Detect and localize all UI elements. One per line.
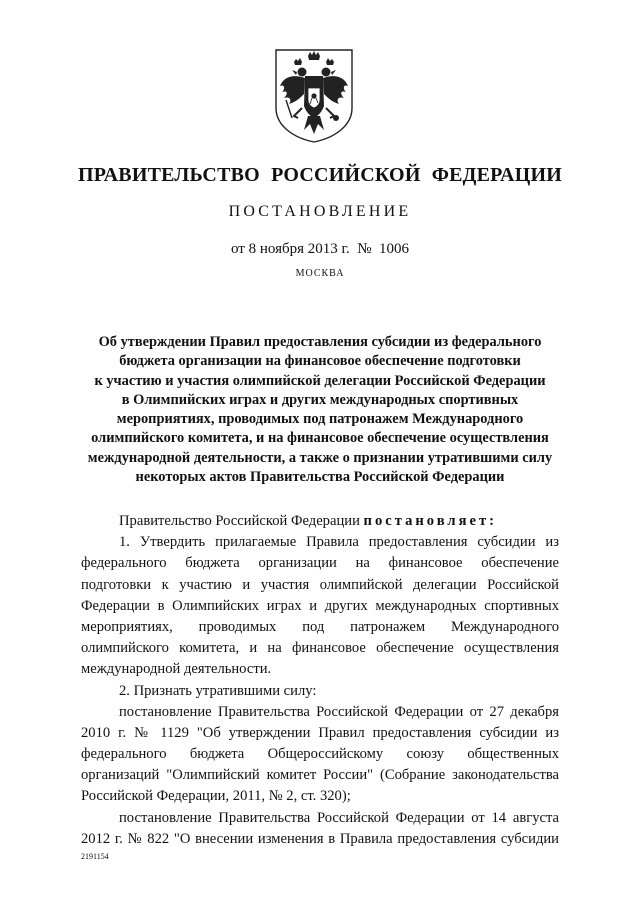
preamble-emphasis: постановляет: [363,513,497,529]
body-line: подготовки к участию и участия олимпийской делегации Российской [81,576,559,593]
document-heading [70,333,570,487]
body-line: Федерации в Олимпийских играх и других международных спортивных [81,597,559,614]
government-title: ПРАВИТЕЛЬСТВО РОССИЙСКОЙ ФЕДЕРАЦИИ [78,164,562,186]
body-line: 2010 г. № 1129 "Об утверждении Правил предоставления субсидии из [81,724,559,741]
document-body [81,511,559,850]
document-type: ПОСТАНОВЛЕНИЕ [228,203,412,220]
document-city: МОСКВА [295,268,345,279]
body-line: организаций "Олимпийский комитет России" (Собрание законодательства [81,767,559,784]
heading-line: олимпийского комитета, и на финансовое обеспечение осуществления [91,430,549,447]
body-line: международной деятельности. [81,661,272,678]
coat-of-arms-icon [272,46,356,144]
body-line: федерального бюджета организации на финансовое обеспечение [81,555,559,572]
heading-line: мероприятиях, проводимых под патронажем Международного [116,411,524,428]
body-line: 1. Утвердить прилагаемые Правила предоставления субсидии из [119,534,559,551]
document-code: 2191154 [81,852,109,861]
heading-line: бюджета организации на финансовое обеспечение подготовки [119,353,521,370]
body-line: Российской Федерации, 2011, № 2, ст. 320); [81,788,351,805]
heading-line: в Олимпийских играх и других международных спортивных [121,391,519,408]
body-line: олимпийского комитета, и на финансовое обеспечение осуществления [81,640,559,657]
body-line: мероприятиях, проводимых под патронажем Международного [81,618,559,635]
body-line: федерального бюджета Общероссийскому союзу общественных [81,746,559,763]
document-date-number: от 8 ноября 2013 г. № 1006 [230,241,410,257]
heading-line: Об утверждении Правил предоставления субсидии из федерального [98,334,542,350]
heading-line: некоторых актов Правительства Российской Федерации [135,469,505,486]
heading-line: к участию и участия олимпийской делегации Российской Федерации [94,372,546,389]
body-line: 2012 г. № 822 "О внесении изменения в Правила предоставления субсидии [81,830,559,847]
preamble: Правительство Российской Федерации постановляет: [119,513,497,529]
body-line: постановление Правительства Российской Федерации от 27 декабря [119,703,559,720]
body-line: постановление Правительства Российской Федерации от 14 августа [119,809,559,826]
body-line: 2. Признать утратившими силу: [119,682,317,699]
heading-line: международной деятельности, а также о признании утратившими силу [87,449,553,466]
